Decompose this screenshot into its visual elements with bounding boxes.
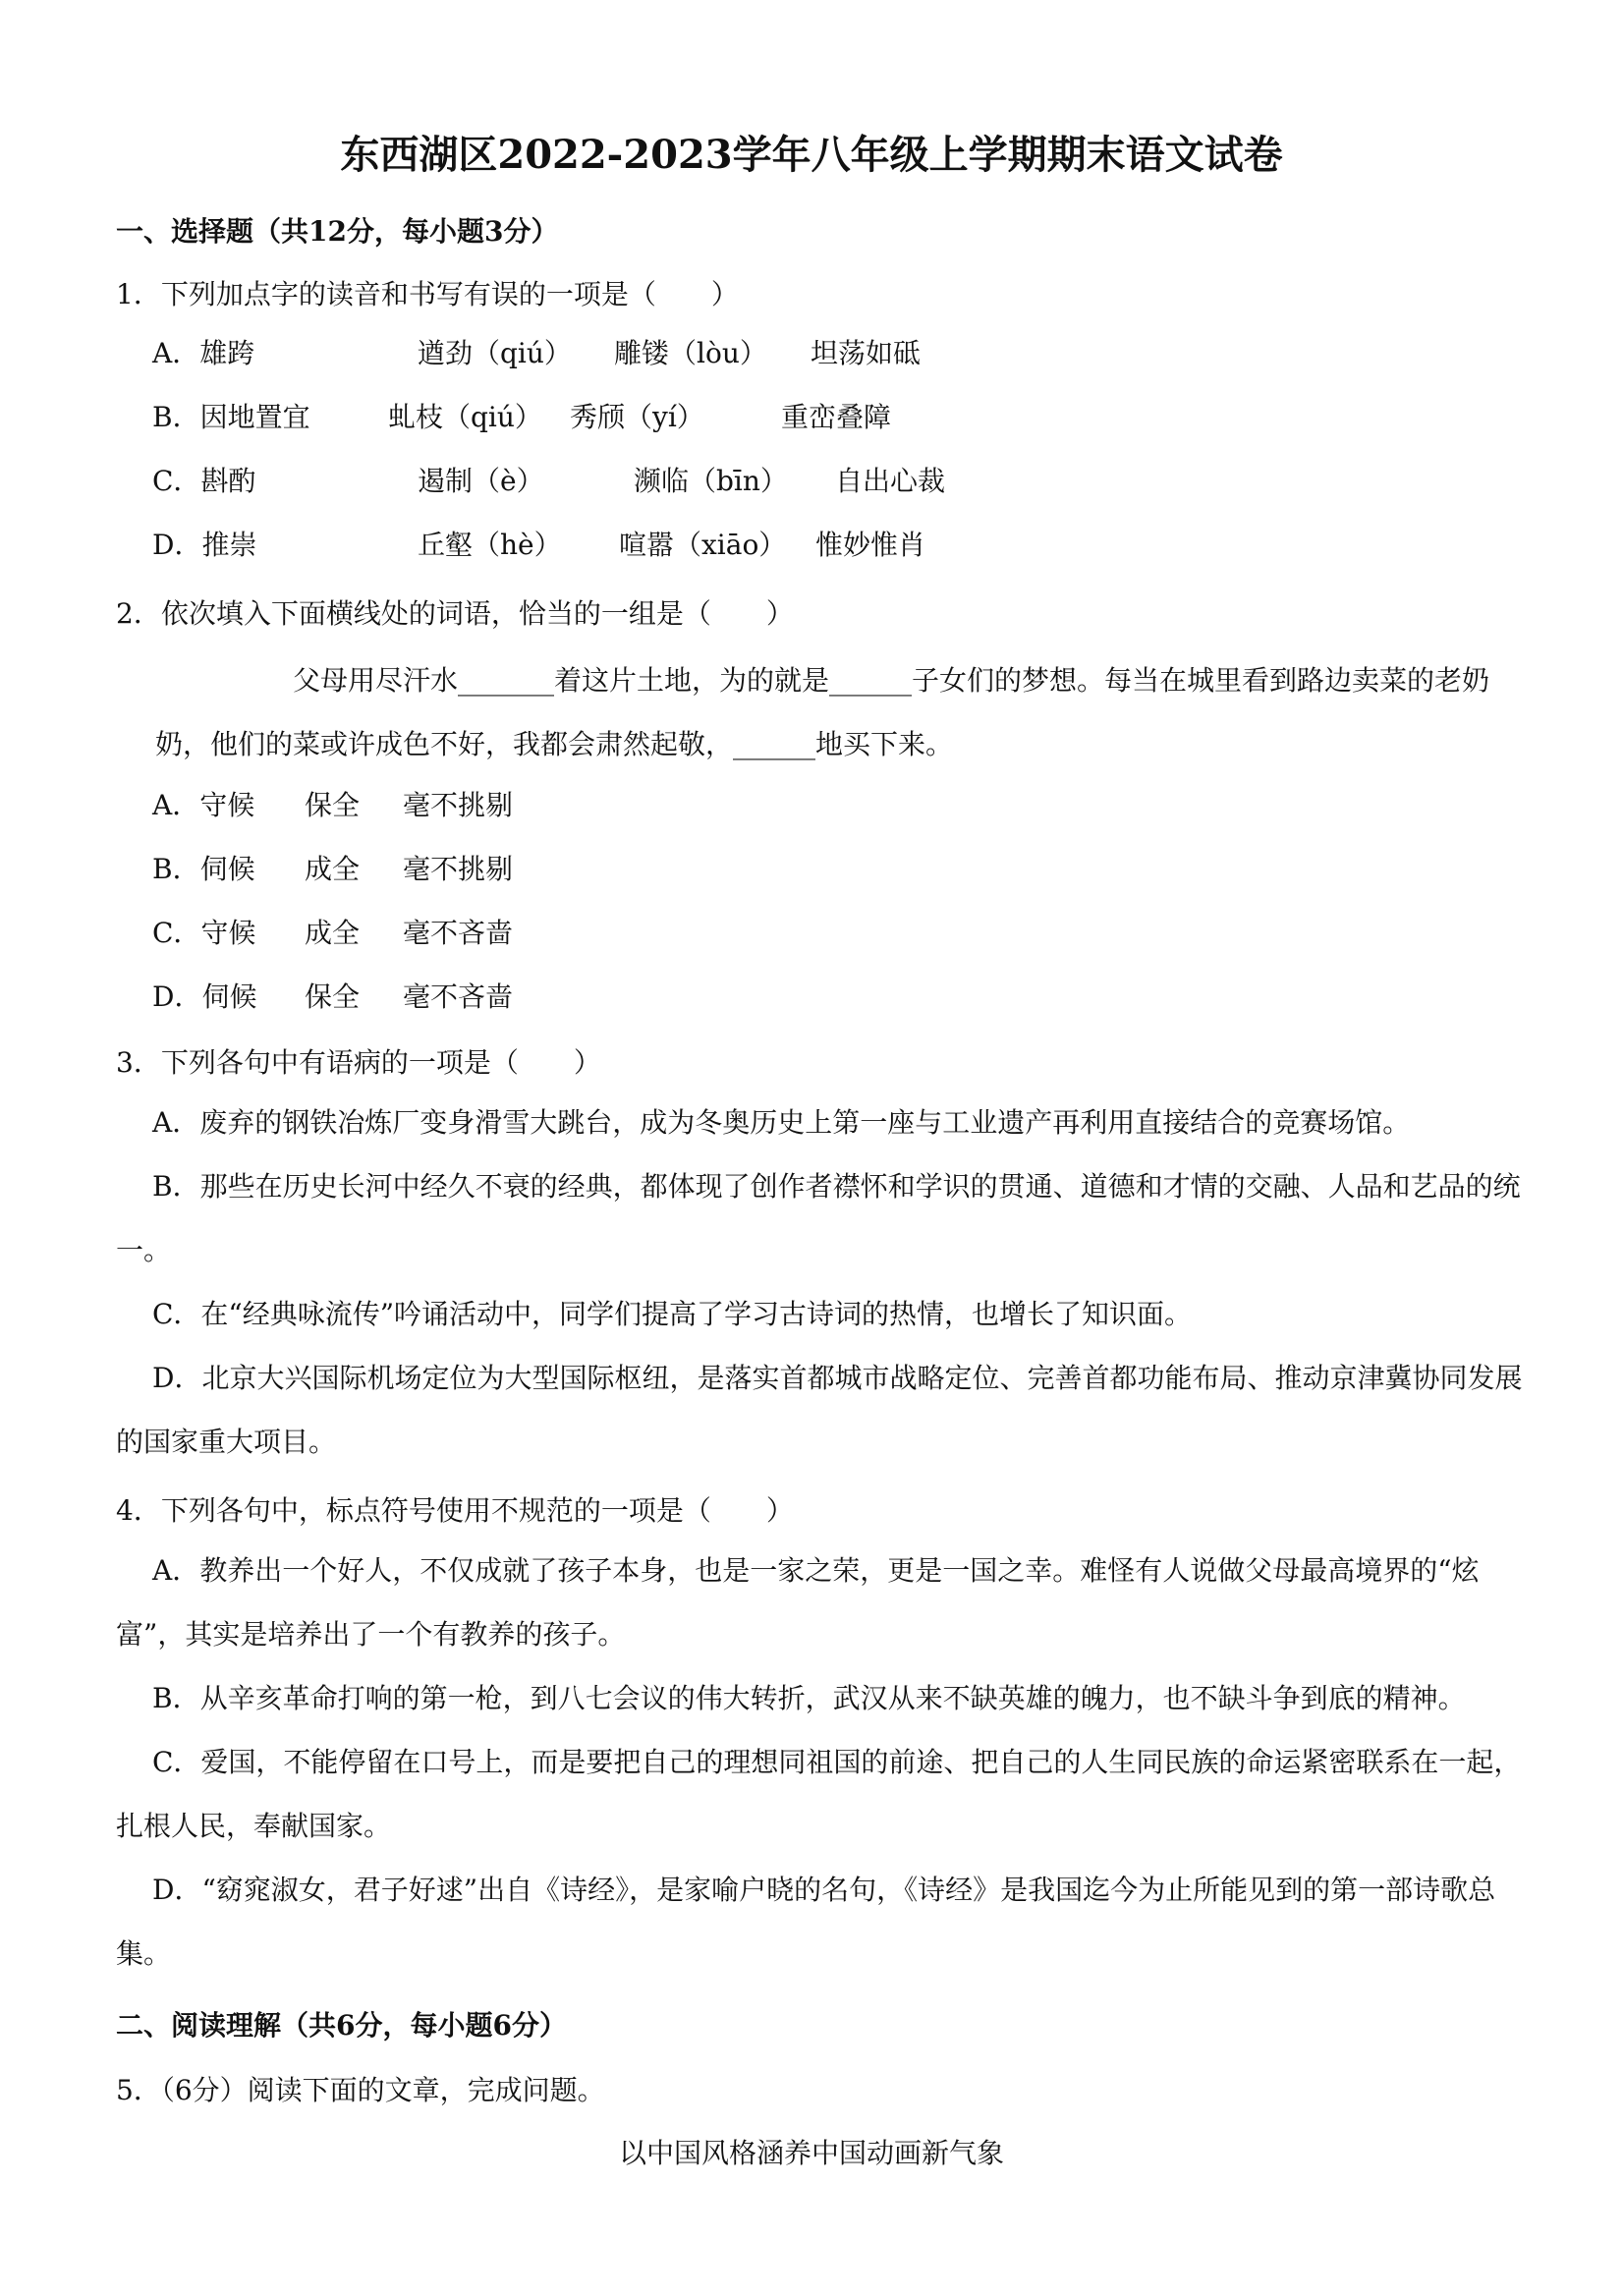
q2-option-c-3: 毫不吝啬 <box>403 917 514 949</box>
q1-option-b-3: 秀颀（yí） <box>570 401 704 433</box>
page-title: 东西湖区2022-2023学年八年级上学期期末语文试卷 <box>340 132 1283 178</box>
article-title: 以中国风格涵养中国动画新气象 <box>618 2137 1004 2169</box>
q2-option-d-2: 保全 <box>305 980 361 1013</box>
q1-option-a-2: 遒劲（qiú） <box>418 337 572 369</box>
q2-option-b-1: B．伺候 <box>152 853 255 885</box>
q2-option-a-1: A．守候 <box>152 789 255 821</box>
q1-option-c-2: 遏制（è） <box>418 465 544 497</box>
question-5-stem: 5．（6分）阅读下面的文章，完成问题。 <box>116 2074 605 2106</box>
q1-option-b-4: 重峦叠障 <box>781 401 892 433</box>
question-2-passage: 父母用尽汗水_______着这片土地，为的就是______子女们的梦想。每当在城里看到路边卖菜的老奶奶，他们的菜或许成色不好，我都会肃然起敬，______地买下来。 <box>155 664 1490 760</box>
q3-option-d: D．北京大兴国际机场定位为大型国际枢纽，是落实首都城市战略定位、完善首都功能布局、推动京津冀协同发展的国家重大项目。 <box>116 1362 1523 1458</box>
q1-option-d-2: 丘壑（hè） <box>418 529 562 561</box>
q2-option-c-2: 成全 <box>305 917 361 949</box>
question-2-stem: 2．依次填入下面横线处的词语，恰当的一组是（ ） <box>116 597 794 630</box>
q2-option-c-1: C．守候 <box>152 917 256 949</box>
q3-option-a: A．废弃的钢铁冶炼厂变身滑雪大跳台，成为冬奥历史上第一座与工业遗产再利用直接结合的竞赛场馆。 <box>152 1106 1411 1139</box>
question-3-stem: 3．下列各句中有语病的一项是（ ） <box>116 1046 601 1079</box>
q1-option-a-1: A．雄跨 <box>152 337 255 369</box>
question-4-stem: 4．下列各句中，标点符号使用不规范的一项是（ ） <box>116 1494 794 1527</box>
q4-option-a: A．教养出一个好人，不仅成就了孩子本身，也是一家之荣，更是一国之幸。难怪有人说做父母最高境界的“炫富”，其实是培养出了一个有教养的孩子。 <box>116 1554 1480 1651</box>
q2-option-d-1: D．伺候 <box>152 980 257 1013</box>
q2-option-b-2: 成全 <box>305 853 361 885</box>
q2-option-d-3: 毫不吝啬 <box>403 980 514 1013</box>
q2-option-a-2: 保全 <box>305 789 361 821</box>
section-heading-reading: 二、阅读理解（共6分，每小题6分） <box>116 2009 567 2042</box>
q1-option-b-2: 虬枝（qiú） <box>388 401 542 433</box>
q4-option-d: D．“窈窕淑女，君子好逑”出自《诗经》，是家喻户晓的名句，《诗经》是我国迄今为止所能见到的第一部诗歌总集。 <box>116 1874 1496 1970</box>
q1-option-c-1: C．斟酌 <box>152 465 256 497</box>
section-heading-choice: 一、选择题（共12分，每小题3分） <box>116 215 559 248</box>
q3-option-c: C．在“经典咏流传”吟诵活动中，同学们提高了学习古诗词的热情，也增长了知识面。 <box>152 1298 1193 1330</box>
q4-option-b: B．从辛亥革命打响的第一枪，到八七会议的伟大转折，武汉从来不缺英雄的魄力，也不缺斗争到底的精神。 <box>152 1682 1466 1714</box>
q1-option-d-1: D．推崇 <box>152 529 257 561</box>
q1-option-b-1: B．因地置宜 <box>152 401 310 433</box>
q1-option-c-3: 濒临（bīn） <box>634 465 788 497</box>
q1-option-a-4: 坦荡如砥 <box>811 337 922 369</box>
q4-option-c: C．爱国，不能停留在口号上，而是要把自己的理想同祖国的前途、把自己的人生同民族的命运紧密联系在一起，扎根人民，奉献国家。 <box>116 1746 1522 1842</box>
q1-option-a-3: 雕镂（lòu） <box>614 337 767 369</box>
q1-option-d-3: 喧嚣（xiāo） <box>619 529 787 561</box>
q3-option-b: B．那些在历史长河中经久不衰的经典，都体现了创作者襟怀和学识的贯通、道德和才情的交融、人品和艺品的统一。 <box>116 1170 1521 1266</box>
q2-option-b-3: 毫不挑剔 <box>403 853 514 885</box>
q1-option-d-4: 惟妙惟肖 <box>815 529 926 561</box>
q1-option-c-4: 自出心裁 <box>835 465 946 497</box>
q2-option-a-3: 毫不挑剔 <box>403 789 514 821</box>
question-1-stem: 1．下列加点字的读音和书写有误的一项是（ ） <box>116 278 739 310</box>
